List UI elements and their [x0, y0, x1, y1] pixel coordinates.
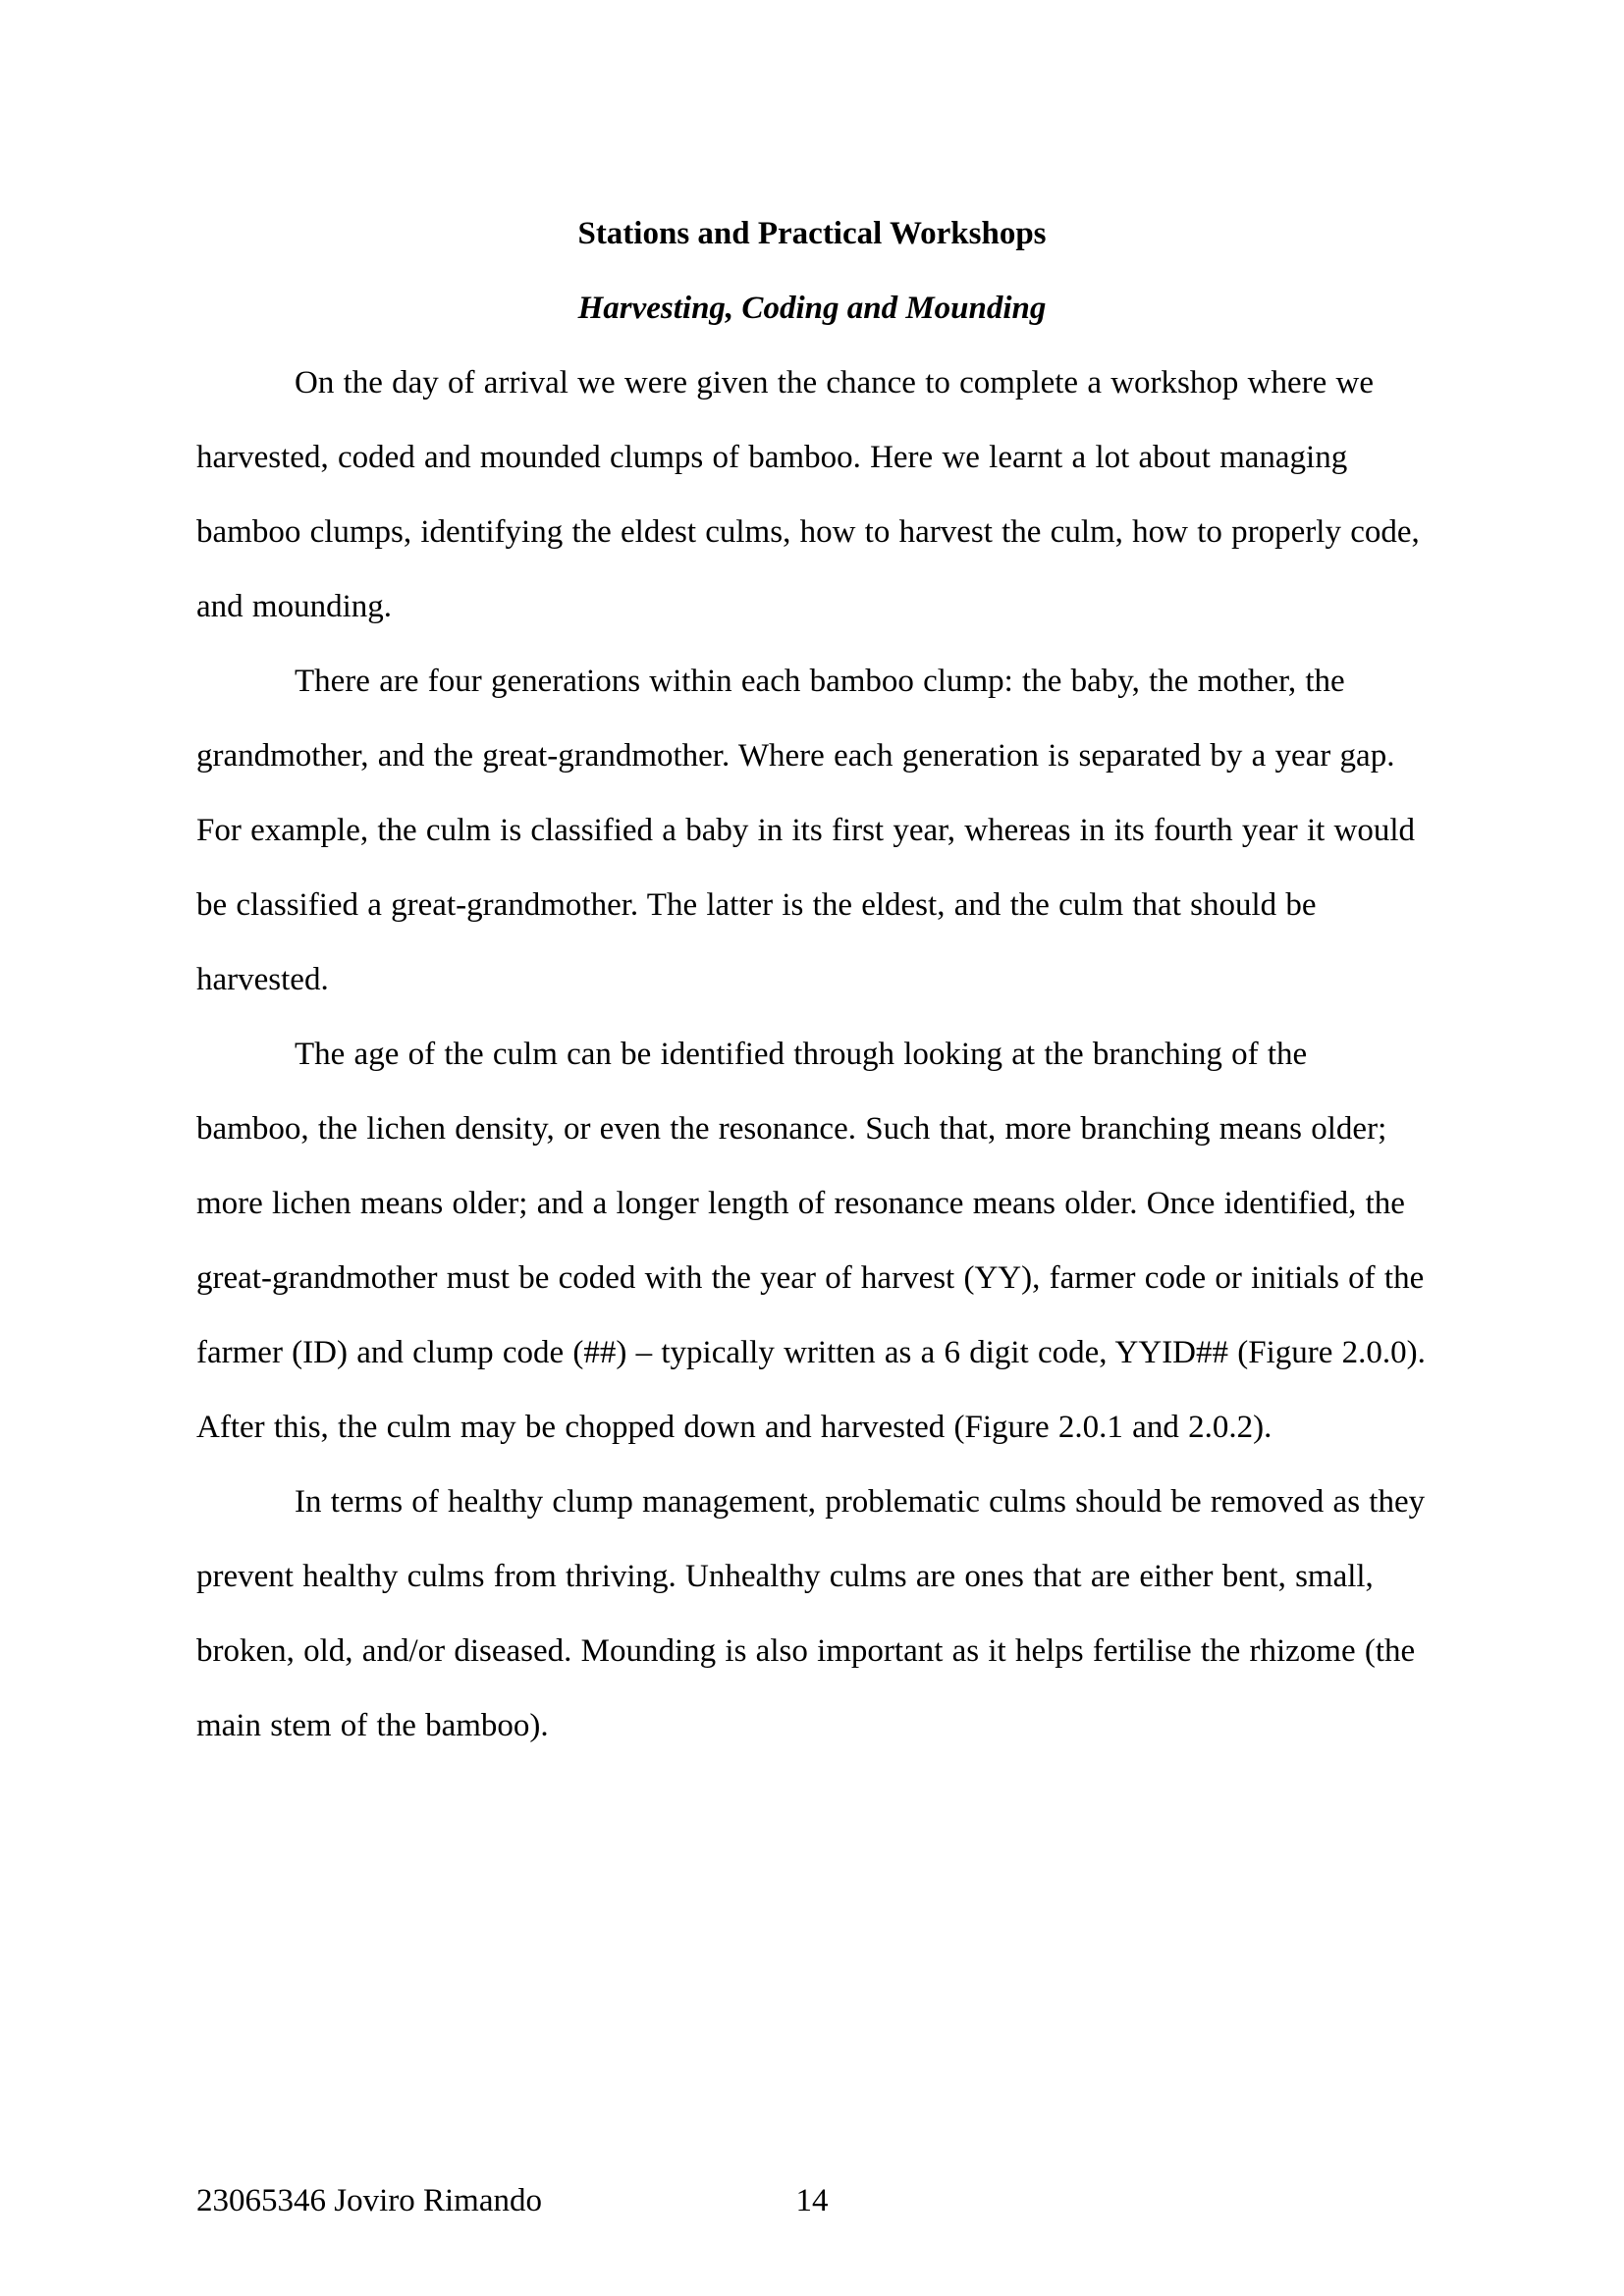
paragraph-3: The age of the culm can be identified through looking at the branching of the bamboo, the lichen density, or even the resonance. Such that, more branching means older; more lichen means older; and a longer length of resonance means older. Once identified, the great-grandmother must be coded with the year of harvest (YY), farmer code or initials of the farmer (ID) and clump code (##) – typically written as a 6 digit code, YYID## (Figure 2.0.0). After this, the culm may be chopped down and harvested (Figure 2.0.1 and 2.0.2). [196, 1037, 1426, 1445]
paragraph-2: There are four generations within each bamboo clump: the baby, the mother, the grandmother, and the great-grandmother. Where each generation is separated by a year gap. For example, the culm is classified a baby in its first year, whereas in its fourth year it would be classified a great-grandmother. The latter is the eldest, and the culm that should be harvested. [196, 664, 1416, 997]
document-subtitle: Harvesting, Coding and Mounding [577, 291, 1047, 326]
page-number: 14 [795, 2183, 829, 2218]
document-title: Stations and Practical Workshops [577, 216, 1047, 251]
paragraph-4: In terms of healthy clump management, problematic culms should be removed as they prevent healthy culms from thriving. Unhealthy culms are ones that are either bent, small, broken, old, and/or diseased. Mounding is also important as it helps fertilise the rhizome (the main stem of the bamboo). [196, 1484, 1426, 1743]
footer-author-id: 23065346 Joviro Rimando [196, 2183, 542, 2218]
paragraph-1: On the day of arrival we were given the chance to complete a workshop where we harvested, coded and mounded clumps of bamboo. Here we learnt a lot about managing bamboo clumps, identifying the eldest culms, how to harvest the culm, how to properly code, and mounding. [196, 365, 1420, 624]
page-footer [0, 2181, 1624, 2240]
